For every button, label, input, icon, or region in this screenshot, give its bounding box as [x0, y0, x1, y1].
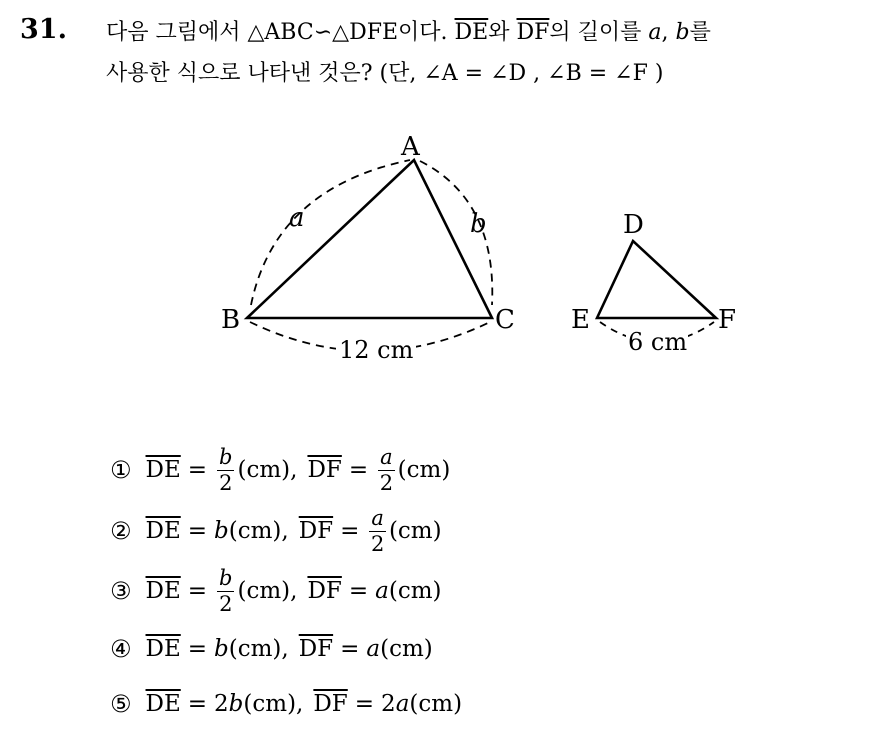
segment-df: $\overline{DF}$ [298, 636, 334, 662]
question-text-post2: 를 [689, 20, 711, 45]
question-text-post1: 의 길이를 [549, 20, 649, 45]
triangle-def [597, 241, 716, 318]
unit: (cm) [380, 636, 433, 662]
denominator: 2 [219, 470, 233, 495]
coefficient: 2 [381, 691, 396, 717]
side-a-label: a [289, 203, 305, 233]
variable: a [366, 636, 381, 662]
unit: (cm) [388, 578, 442, 604]
segment-df: $\overline{DF}$ [307, 578, 342, 604]
variable: a [375, 578, 389, 604]
side-b-label: b [470, 209, 487, 239]
fraction [369, 505, 386, 556]
choice-number: ④ [110, 635, 132, 663]
numerator: a [380, 444, 393, 469]
question-comma: , [661, 20, 676, 45]
vertex-f-label: F [718, 305, 737, 335]
fraction [217, 444, 234, 495]
unit: (cm), [243, 691, 304, 717]
segment-de: $\overline{DE}$ [145, 457, 181, 483]
choice-4[interactable]: ④ $\overline{DE}$ = b (cm), $\overline{DF}$ = a (cm) [110, 635, 433, 663]
unit: (cm) [409, 691, 463, 717]
unit: (cm) [388, 518, 442, 544]
choice-1[interactable]: ① $\overline{DE}$ = $\frac{b}{2}$ (cm), $\overline{DF}$ = $\frac{a}{2}$ (cm) [110, 444, 451, 495]
fraction [378, 444, 395, 495]
denominator: 2 [379, 470, 394, 495]
variable: b [228, 691, 244, 717]
choice-number: ⑤ [110, 690, 132, 718]
vertex-c-label: C [495, 305, 515, 335]
denominator: 2 [219, 591, 233, 616]
coefficient: 2 [214, 691, 229, 717]
segment-df: $\overline{DF}$ [313, 691, 348, 717]
segment-de: $\overline{DE}$ [145, 691, 181, 717]
vertex-d-label: D [623, 210, 644, 240]
unit: (cm), [237, 457, 298, 483]
unit: (cm) [397, 457, 451, 483]
segment-df: $\overline{DF}$ [298, 518, 334, 544]
variable: a [395, 691, 410, 717]
segment-de: $\overline{DE}$ [454, 20, 489, 45]
fraction [217, 565, 234, 616]
unit: (cm), [237, 578, 298, 604]
numerator: b [219, 444, 233, 469]
variable-a: a [648, 20, 662, 45]
arc-a [251, 160, 410, 305]
choice-number: ③ [110, 577, 132, 605]
segment-de: $\overline{DE}$ [145, 518, 181, 544]
unit: (cm), [228, 636, 289, 662]
segment-de: $\overline{DE}$ [145, 636, 181, 662]
variable-b: b [675, 20, 690, 45]
segment-df: $\overline{DF}$ [307, 457, 342, 483]
question-text-pre: 다음 그림에서 △ABC∽△DFE이다. [106, 20, 455, 45]
choice-2[interactable]: ② $\overline{DE}$ = b (cm), $\overline{DF}$ = $\frac{a}{2}$ (cm) [110, 505, 442, 556]
variable: b [214, 518, 229, 544]
choice-number: ① [110, 456, 132, 484]
vertex-e-label: E [571, 305, 590, 335]
question-line-2: 사용한 식으로 나타낸 것은? (단, ∠A = ∠D , ∠B = ∠F ) [106, 61, 664, 86]
vertex-a-label: A [401, 132, 420, 162]
base-abc-label: 12 cm [339, 336, 414, 364]
vertex-b-label: B [221, 305, 241, 335]
question-text-mid: 와 [488, 20, 517, 45]
choice-3[interactable]: ③ $\overline{DE}$ = $\frac{b}{2}$ (cm), $\overline{DF}$ = a (cm) [110, 565, 442, 616]
segment-df: $\overline{DF}$ [516, 20, 550, 45]
variable: b [214, 636, 229, 662]
triangle-abc [247, 160, 492, 351]
choice-number: ② [110, 517, 132, 545]
choice-5[interactable]: ⑤ $\overline{DE}$ = 2 b (cm), $\overline{DF}$ = 2 a (cm) [110, 690, 463, 718]
question-number: 31. [20, 14, 67, 45]
numerator: a [371, 505, 384, 530]
segment-de: $\overline{DE}$ [145, 578, 181, 604]
base-def-label: 6 cm [628, 328, 688, 356]
unit: (cm), [228, 518, 289, 544]
denominator: 2 [370, 531, 385, 556]
numerator: b [219, 565, 233, 590]
triangle-abc-sides [247, 160, 492, 318]
